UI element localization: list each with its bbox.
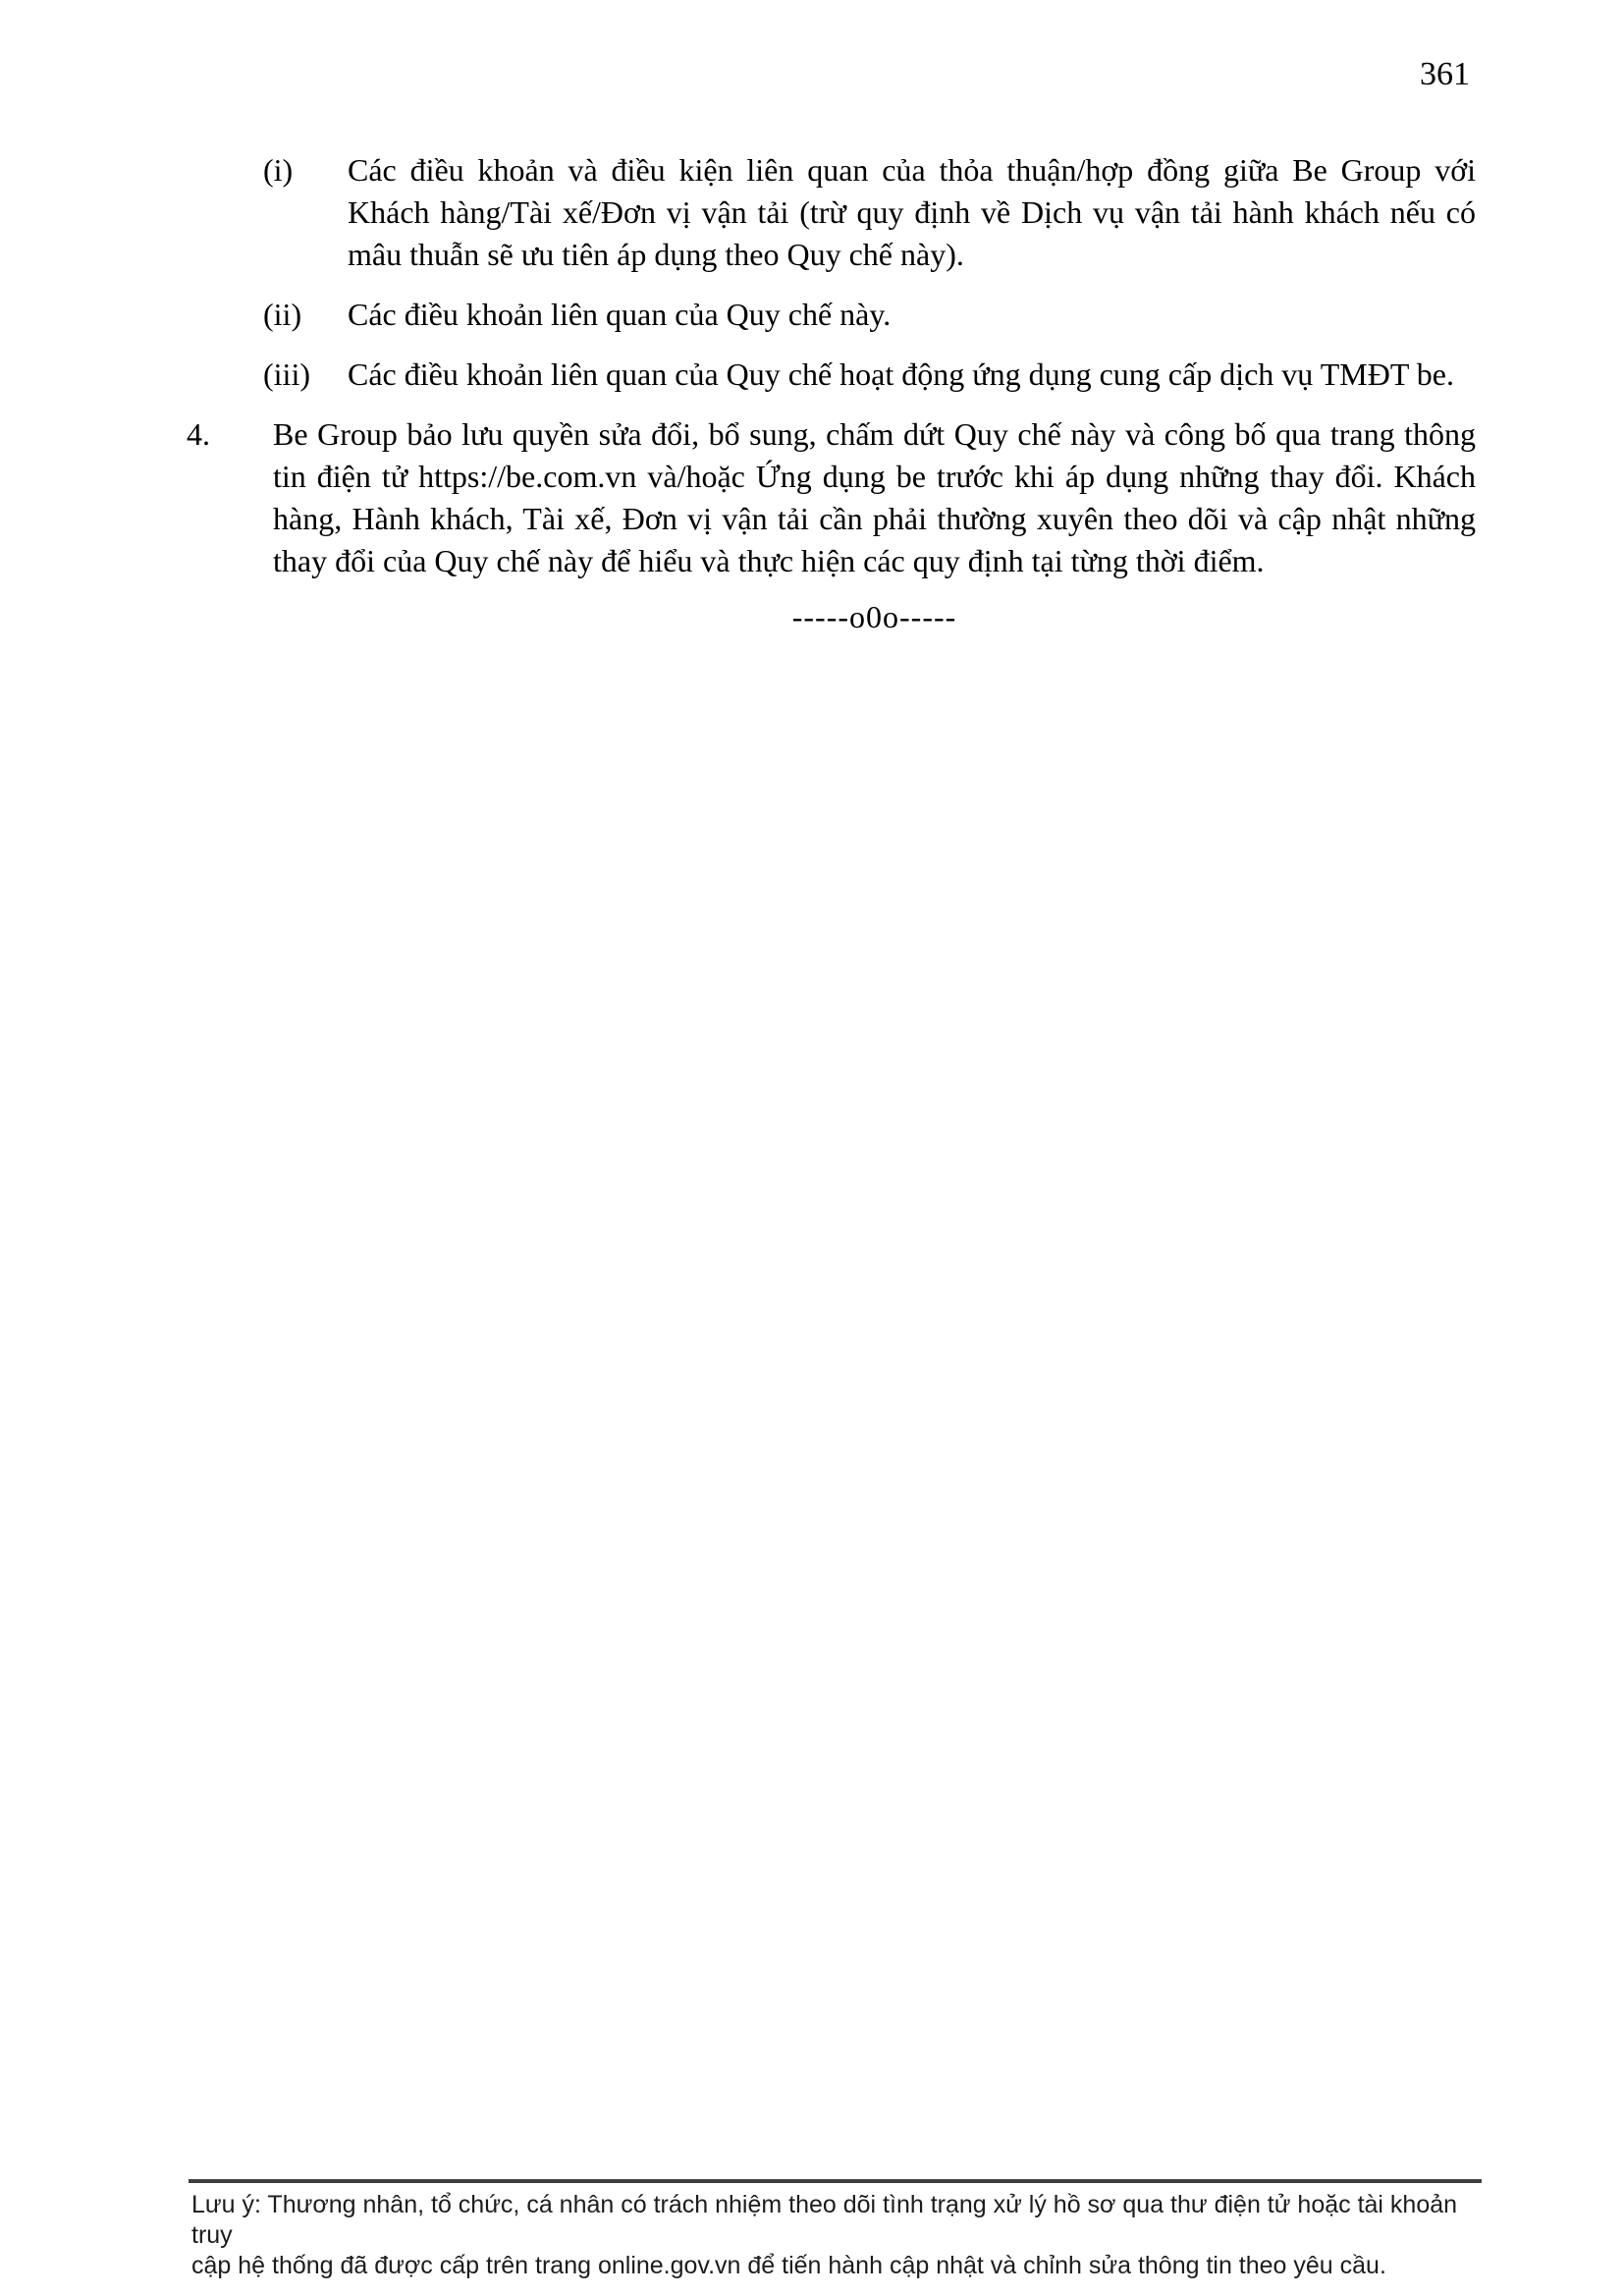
page-number: 361 <box>1420 56 1470 92</box>
list-item-text: Các điều khoản và điều kiện liên quan của thỏa thuận/hợp đồng giữa Be Group với Khách hàng/Tài xế/Đơn vị vận tải (trừ quy định về Dịch vụ vận tải hành khách nếu có mâu thuẫn sẽ ưu tiên áp dụng theo Quy chế này). <box>348 152 1476 272</box>
footer-note-line: cập hệ thống đã được cấp trên trang online.gov.vn để tiến hành cập nhật và chỉnh sửa thông tin theo yêu cầu. <box>191 2252 1386 2279</box>
list-marker: 4. <box>187 416 210 452</box>
list-marker: (ii) <box>263 297 302 332</box>
list-item-ii <box>187 294 1476 336</box>
list-item-text: Các điều khoản liên quan của Quy chế hoạt động ứng dụng cung cấp dịch vụ TMĐT be. <box>348 356 1454 392</box>
clause-text: Be Group bảo lưu quyền sửa đổi, bổ sung, chấm dứt Quy chế này và công bố qua trang thông tin điện tử https://be.com.vn và/hoặc Ứng dụng be trước khi áp dụng những thay đổi. Khách hàng, Hành khách, Tài xế, Đơn vị vận tải cần phải thường xuyên theo dõi và cập nhật những thay đổi của Quy chế này để hiểu và thực hiện các quy định tại từng thời điểm. <box>273 416 1476 578</box>
footer-divider <box>189 2179 1482 2183</box>
list-item-iii <box>187 354 1476 396</box>
list-item-4 <box>187 413 1476 582</box>
list-marker: (iii) <box>263 356 310 392</box>
list-item-text: Các điều khoản liên quan của Quy chế này. <box>348 297 892 332</box>
document-body <box>187 149 1476 638</box>
footer-note <box>191 2190 1488 2281</box>
list-item-i <box>187 149 1476 276</box>
list-marker: (i) <box>263 152 294 188</box>
footer-note-line: Lưu ý: Thương nhân, tổ chức, cá nhân có trách nhiệm theo dõi tình trạng xử lý hồ sơ qua thư điện tử hoặc tài khoản truy <box>191 2191 1458 2249</box>
section-separator: -----o0o----- <box>791 599 957 634</box>
